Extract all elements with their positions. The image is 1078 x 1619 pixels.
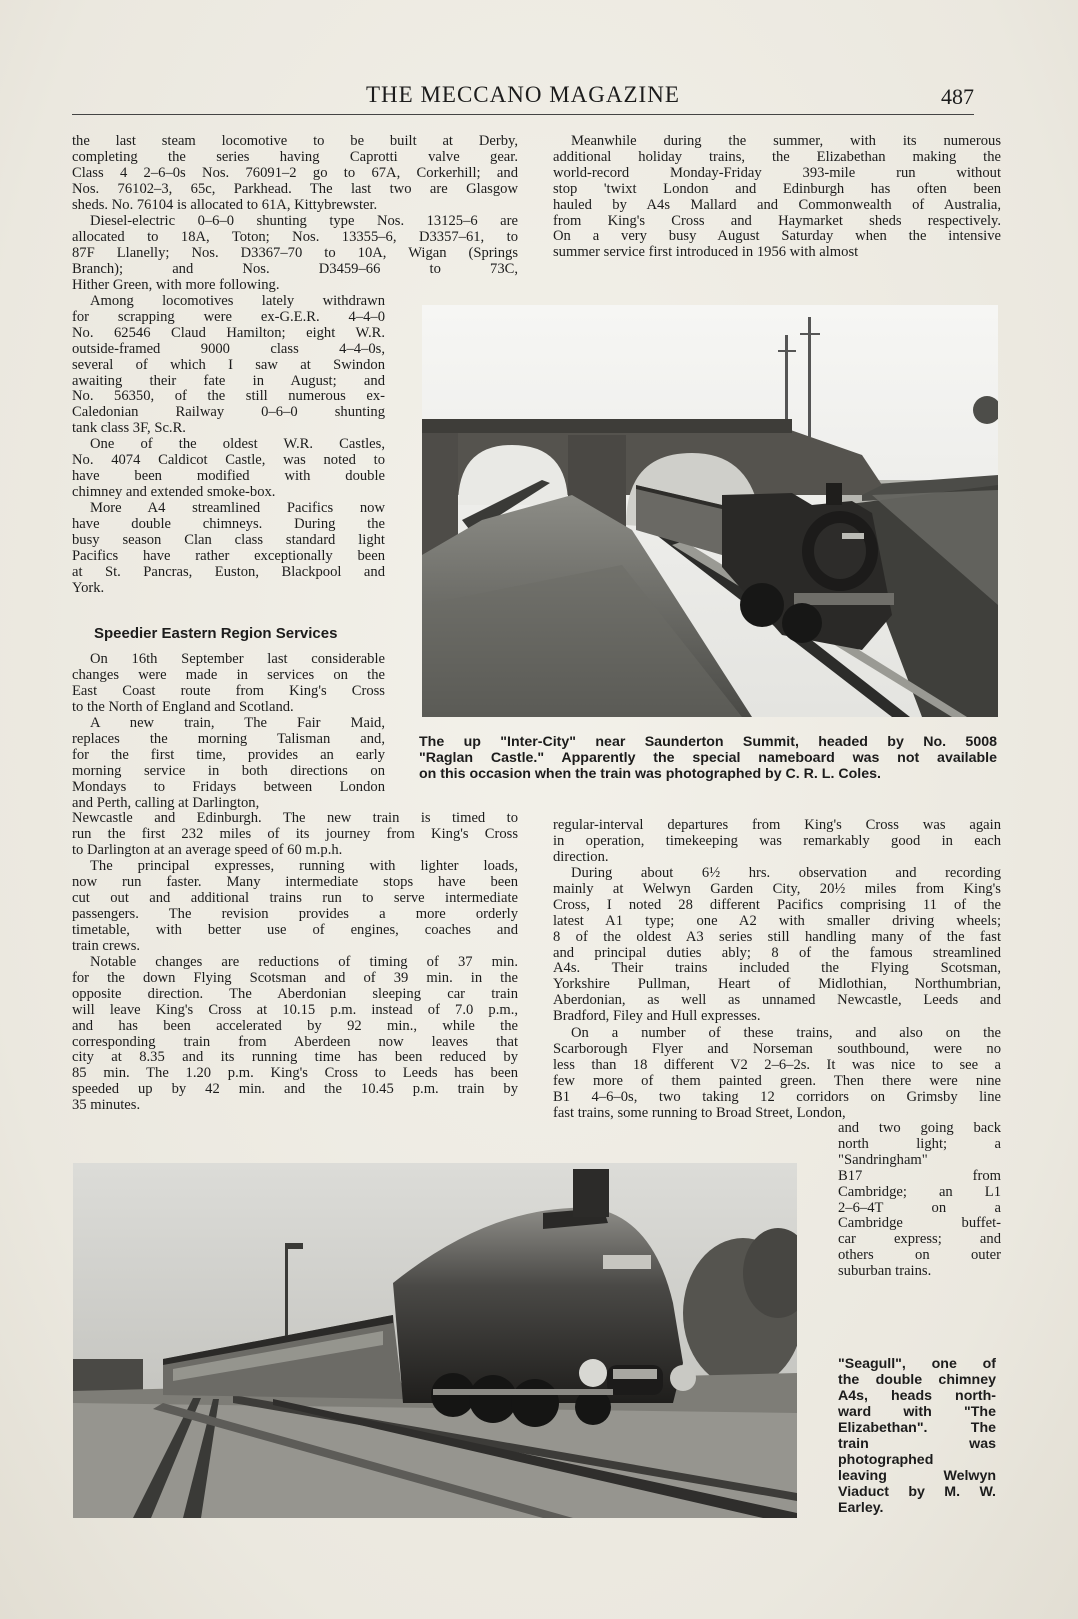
text-line: Diesel-electric 0–6–0 shunting type Nos. 13125–6 are	[90, 214, 518, 229]
text-line: north light; a	[838, 1136, 1001, 1152]
text-line: have been modified with double	[72, 468, 385, 484]
text-line: Notable changes are reductions of timing of 37 min.	[90, 955, 518, 970]
text-line: Nos. 76102–3, 65c, Parkhead. The last two are Glasgow	[72, 181, 518, 197]
text-line: for scrapping were ex-G.E.R. 4–4–0	[72, 309, 385, 325]
text-line: for the first time, provides an early	[72, 747, 385, 763]
text-line: replaces the morning Talisman and,	[72, 731, 385, 747]
text-line: in operation, timekeeping was remarkably good in each	[553, 833, 1001, 849]
text-line: others on outer	[838, 1248, 1001, 1264]
text-line: 87F Llanelly; Nos. D3367–70 to 10A, Wigan (Springs	[72, 245, 518, 261]
left-paragraph-8	[72, 859, 518, 954]
text-line: Caledonian Railway 0–6–0 shunting	[72, 405, 385, 421]
text-line: less than 18 different V2 2–6–2s. It was nice to see a	[553, 1057, 1001, 1073]
text-line: suburban trains.	[838, 1264, 932, 1280]
section-heading: Speedier Eastern Region Services	[94, 625, 338, 642]
text-line: run the first 232 miles of its journey from King's Cross	[72, 826, 518, 842]
left-paragraph-4	[72, 437, 385, 501]
text-line: will leave King's Cross at 10.15 p.m. instead of 7.0 p.m.,	[72, 1002, 518, 1018]
text-line: "Seagull", one of	[838, 1356, 996, 1372]
text-line: and principal duties ably; 8 of the famous streamlined	[553, 945, 1001, 961]
right-paragraph-4	[553, 1026, 1001, 1121]
text-line: No. 56350, of the still numerous ex-	[72, 389, 385, 405]
text-line: Class 4 2–6–0s Nos. 76091–2 go to 67A, Corkerhill; and	[72, 165, 518, 181]
text-line: B17 from	[838, 1168, 1001, 1184]
text-line: and has been accelerated by 92 min., while the	[72, 1018, 518, 1034]
text-line: Cross, I noted 28 different Pacifics comprising 11 of the	[553, 897, 1001, 913]
text-line: on this occasion when the train was photographed by C. R. L. Coles.	[419, 766, 881, 782]
left-paragraph-6	[72, 652, 385, 716]
left-paragraph-1	[72, 134, 518, 214]
text-line: and two going back	[838, 1121, 1001, 1136]
text-line: mainly at Welwyn Garden City, 20½ miles from King's	[553, 881, 1001, 897]
text-line: stop 'twixt London and Edinburgh has often been	[553, 181, 1001, 197]
text-line: Bradford, Filey and Hull expresses.	[553, 1009, 761, 1025]
text-line: now run faster. Many intermediate stops have been	[72, 874, 518, 890]
bottom-photo-caption	[838, 1356, 996, 1516]
text-line: 8 of the oldest A3 series still handling many of the fast	[553, 929, 1001, 945]
text-line: tank class 3F, Sc.R.	[72, 421, 186, 437]
text-line: sheds. No. 76104 is allocated to 61A, Kittybrewster.	[72, 197, 378, 213]
left-paragraph-3	[72, 294, 385, 437]
text-line: "Raglan Castle." Apparently the special nameboard was not available	[419, 750, 997, 766]
text-line: Mondays to Fridays between London	[72, 779, 385, 795]
text-line: to the North of England and Scotland.	[72, 699, 294, 715]
text-line: One of the oldest W.R. Castles,	[90, 437, 385, 452]
text-line: A4s. Their trains included the Flying Scotsman,	[553, 961, 1001, 977]
text-line: Meanwhile during the summer, with its numerous	[571, 134, 1001, 149]
text-line: No. 62546 Claud Hamilton; eight W.R.	[72, 325, 385, 341]
text-line: train crews.	[72, 938, 141, 954]
text-line: Scarborough Flyer and Norseman southbound, were no	[553, 1041, 1001, 1057]
text-line: at St. Pancras, Euston, Blackpool and	[72, 564, 385, 580]
text-line: Newcastle and Edinburgh. The new train is timed to	[72, 811, 518, 826]
text-line: During about 6½ hrs. observation and recording	[571, 866, 1001, 881]
text-line: world-record Monday-Friday 393-mile run without	[553, 165, 1001, 181]
text-line: The principal expresses, running with lighter loads,	[90, 859, 518, 874]
text-line: "Sandringham"	[838, 1152, 928, 1168]
text-line: speeded up by 42 min. and the 10.45 p.m. train by	[72, 1082, 518, 1098]
text-line: The up "Inter-City" near Saunderton Summit, headed by No. 5008	[419, 734, 997, 750]
text-line: morning service in both directions on	[72, 763, 385, 779]
text-line: for the down Flying Scotsman and of 39 min. in the	[72, 970, 518, 986]
right-paragraph-1	[553, 134, 1001, 261]
header-rule	[72, 114, 974, 115]
text-line: 85 min. The 1.20 p.m. King's Cross to Leeds has been	[72, 1066, 518, 1082]
text-line: B1 4–6–0s, two taking 12 corridors on Grimsby line	[553, 1089, 1001, 1105]
text-line: photographed	[838, 1452, 934, 1468]
text-line: corresponding train from Aberdeen now leaves that	[72, 1034, 518, 1050]
text-line: On a very busy August Saturday when the intensive	[553, 229, 1001, 245]
text-line: summer service first introduced in 1956 with almost	[553, 245, 859, 261]
text-line: Pacifics have rather exceptionally been	[72, 548, 385, 564]
text-line: cut out and additional trains run to serve intermediate	[72, 890, 518, 906]
text-line: allocated to 18A, Toton; Nos. 13355–6, D3357–61, to	[72, 229, 518, 245]
text-line: completing the series having Caprotti valve gear.	[72, 149, 518, 165]
text-line: A4s, heads north-	[838, 1388, 996, 1404]
left-paragraph-9	[72, 955, 518, 1114]
text-line: fast trains, some running to Broad Street, London,	[553, 1105, 846, 1121]
running-header-title: THE MECCANO MAGAZINE	[366, 82, 680, 107]
right-paragraph-4-continued	[838, 1121, 1001, 1280]
photo-raglan-castle-train	[422, 305, 998, 717]
text-line: ward with "The	[838, 1404, 996, 1420]
text-line: hauled by A4s Mallard and Commonwealth of Australia,	[553, 197, 1001, 213]
text-line: additional holiday trains, the Elizabethan making the	[553, 149, 1001, 165]
text-line: No. 4074 Caldicot Castle, was noted to	[72, 452, 385, 468]
top-photo-caption	[419, 734, 997, 782]
text-line: On a number of these trains, and also on the	[571, 1026, 1001, 1041]
text-line: A new train, The Fair Maid,	[90, 716, 385, 731]
text-line: Aberdonian, as well as unnamed Newcastle, Leeds and	[553, 993, 1001, 1009]
text-line: opposite direction. The Aberdonian sleeping car train	[72, 986, 518, 1002]
text-line: Yorkshire Pullman, Heart of Midlothian, Northumbrian,	[553, 977, 1001, 993]
text-line: several of which I saw at Swindon	[72, 357, 385, 373]
text-line: On 16th September last considerable	[90, 652, 385, 667]
left-paragraph-7-continued	[72, 811, 518, 859]
text-line: Earley.	[838, 1500, 884, 1516]
text-line: train was	[838, 1436, 996, 1452]
text-line: few more of them painted green. Then there were nine	[553, 1073, 1001, 1089]
text-line: and Perth, calling at Darlington,	[72, 795, 260, 811]
text-line: Cambridge buffet-	[838, 1216, 1001, 1232]
text-line: busy season Clan class standard light	[72, 532, 385, 548]
text-line: to Darlington at an average speed of 60 m.p.h.	[72, 842, 343, 858]
left-paragraph-5	[72, 501, 385, 596]
left-paragraph-2	[72, 214, 518, 294]
text-line: outside-framed 9000 class 4–4–0s,	[72, 341, 385, 357]
page-number: 487	[941, 84, 974, 109]
text-line: the double chimney	[838, 1372, 996, 1388]
text-line: Viaduct by M. W.	[838, 1484, 996, 1500]
text-line: chimney and extended smoke-box.	[72, 484, 276, 500]
text-line: Cambridge; an L1	[838, 1184, 1001, 1200]
text-line: changes were made in services on the	[72, 667, 385, 683]
text-line: Among locomotives lately withdrawn	[90, 294, 385, 309]
left-paragraph-7	[72, 716, 385, 811]
text-line: 35 minutes.	[72, 1098, 141, 1114]
text-line: from King's Cross and Haymarket sheds respectively.	[553, 213, 1001, 229]
text-line: York.	[72, 580, 105, 596]
text-line: More A4 streamlined Pacifics now	[90, 501, 385, 516]
text-line: awaiting their fate in August; and	[72, 373, 385, 389]
text-line: Branch); and Nos. D3459–66 to 73C,	[72, 261, 518, 277]
text-line: latest A1 type; one A2 with smaller driving wheels;	[553, 913, 1001, 929]
text-line: regular-interval departures from King's Cross was again	[553, 818, 1001, 833]
text-line: direction.	[553, 849, 609, 865]
text-line: car express; and	[838, 1232, 1001, 1248]
text-line: passengers. The revision provides a more orderly	[72, 906, 518, 922]
text-line: leaving Welwyn	[838, 1468, 996, 1484]
right-paragraph-3	[553, 866, 1001, 1025]
text-line: city at 8.35 and its running time has been reduced by	[72, 1050, 518, 1066]
photo-seagull-a4-locomotive	[73, 1163, 797, 1518]
text-line: have double chimneys. During the	[72, 516, 385, 532]
text-line: Hither Green, with more following.	[72, 277, 280, 293]
text-line: timetable, with better use of engines, coaches and	[72, 922, 518, 938]
text-line: the last steam locomotive to be built at Derby,	[72, 134, 518, 149]
text-line: East Coast route from King's Cross	[72, 683, 385, 699]
text-line: Elizabethan". The	[838, 1420, 996, 1436]
text-line: 2–6–4T on a	[838, 1200, 1001, 1216]
right-paragraph-2	[553, 818, 1001, 866]
